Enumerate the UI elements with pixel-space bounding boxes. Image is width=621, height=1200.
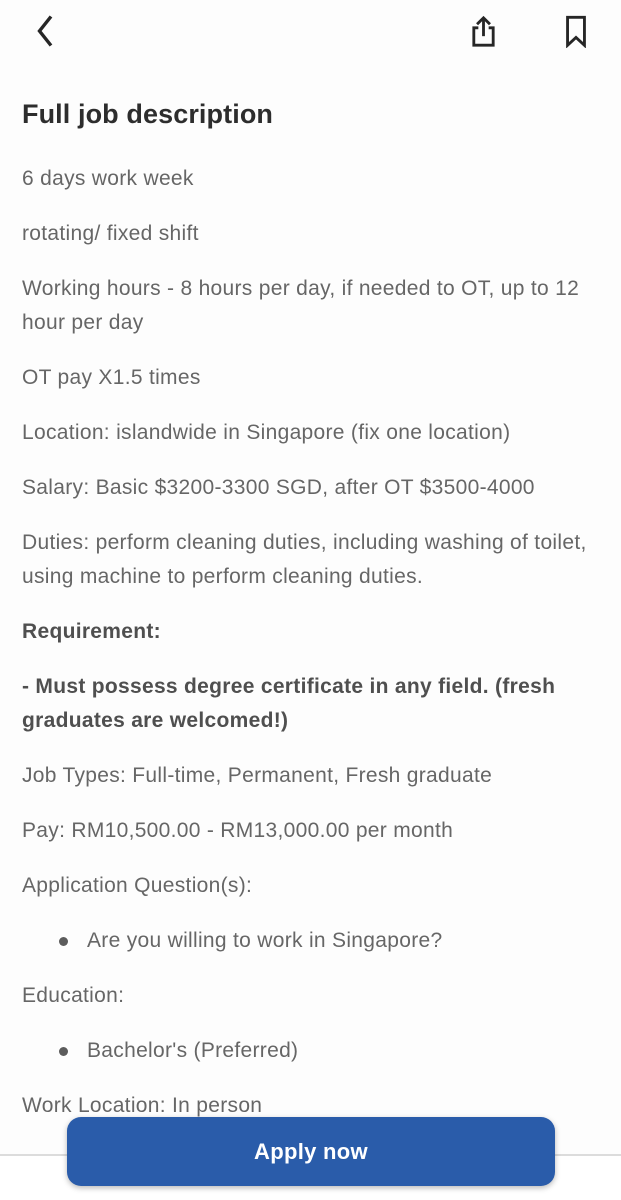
back-button[interactable] [34, 14, 56, 48]
paragraph-education: Education: [22, 984, 125, 1007]
paragraph-job-types: Job Types: Full-time, Permanent, Fresh graduate [22, 764, 493, 787]
paragraph-work-location: Work Location: In person [22, 1094, 263, 1117]
paragraph-location: Location: islandwide in Singapore (fix one location) [22, 421, 511, 444]
top-bar [0, 0, 621, 56]
job-description-content [0, 96, 621, 1123]
paragraph-duties: Duties: perform cleaning duties, including washing of toilet, using machine to perform cleaning duties. [22, 531, 587, 588]
paragraph-ot-pay: OT pay X1.5 times [22, 366, 201, 389]
page-title: Full job description [22, 99, 273, 129]
bookmark-icon [563, 14, 589, 48]
paragraph-requirement-heading: Requirement: [22, 620, 161, 643]
paragraph-shift: rotating/ fixed shift [22, 222, 199, 245]
save-job-button[interactable] [563, 14, 589, 48]
paragraph-working-hours: Working hours - 8 hours per day, if needed to OT, up to 12 hour per day [22, 277, 580, 334]
paragraph-pay: Pay: RM10,500.00 - RM13,000.00 per month [22, 819, 454, 842]
bullet-dot [59, 1047, 68, 1056]
list-item-education [22, 1034, 599, 1068]
paragraph-salary: Salary: Basic $3200-3300 SGD, after OT $3500-4000 [22, 476, 535, 499]
share-icon [468, 14, 499, 48]
paragraph-application-questions: Application Question(s): [22, 874, 253, 897]
top-bar-actions [468, 14, 589, 48]
list-item-application-question [22, 924, 599, 958]
list-item-text: Bachelor's (Preferred) [87, 1039, 299, 1062]
paragraph-work-week: 6 days work week [22, 167, 194, 190]
apply-now-button[interactable]: Apply now [67, 1117, 555, 1186]
paragraph-requirement-detail: - Must possess degree certificate in any field. (fresh graduates are welcomed!) [22, 675, 556, 732]
bullet-dot [59, 937, 68, 946]
list-item-text: Are you willing to work in Singapore? [87, 929, 443, 952]
back-icon [34, 14, 56, 48]
share-button[interactable] [468, 14, 499, 48]
